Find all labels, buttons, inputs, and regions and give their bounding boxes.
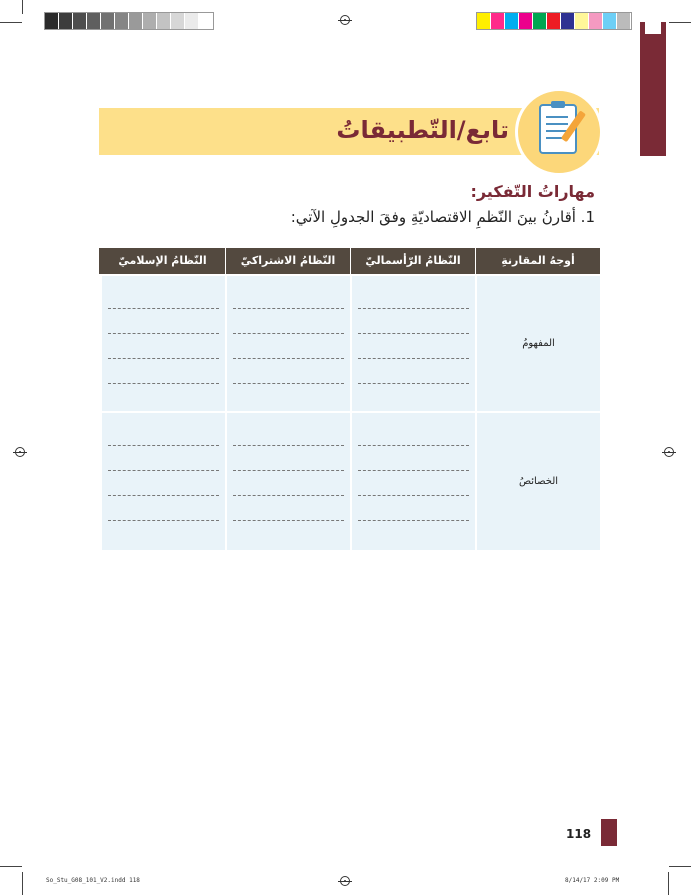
- answer-cell[interactable]: [350, 276, 475, 411]
- crop-mark: [0, 866, 22, 867]
- color-swatch: [59, 13, 73, 29]
- color-swatch: [143, 13, 157, 29]
- answer-cell[interactable]: [100, 413, 225, 550]
- clipboard-pencil-icon-graphic: [518, 91, 600, 173]
- color-swatch: [505, 13, 519, 29]
- footer-file-name: So_Stu_G08_101_V2.indd 118: [46, 877, 140, 884]
- answer-cell[interactable]: [100, 276, 225, 411]
- table-header-cell: النّظامُ الإسلاميّ: [118, 254, 207, 267]
- table-header-cell: النّظامُ الاشتراكيّ: [225, 248, 350, 274]
- color-swatch: [129, 13, 143, 29]
- chapter-tab-notch: [645, 22, 661, 34]
- color-swatch: [199, 13, 213, 29]
- answer-cell[interactable]: [225, 413, 350, 550]
- section-subheading: مهاراتُ التّفكير:: [470, 182, 595, 201]
- color-swatch: [477, 13, 491, 29]
- crop-mark: [0, 22, 22, 23]
- banner-title: تابع/التّطبيقاتُ: [336, 116, 509, 144]
- registration-mark-icon: [340, 15, 350, 25]
- table-header-cell: النّظامُ الرّأسماليّ: [350, 248, 475, 274]
- chapter-tab: [640, 22, 666, 156]
- crop-mark: [669, 22, 691, 23]
- comparison-table: [99, 248, 600, 550]
- registration-mark-icon: [15, 447, 25, 457]
- table-header-cell: أوجهُ المقارنةِ: [475, 248, 600, 274]
- table-row: [99, 413, 600, 550]
- crop-mark: [22, 0, 23, 14]
- color-swatch: [157, 13, 171, 29]
- grayscale-calibration-strip: [44, 12, 214, 30]
- color-swatch: [87, 13, 101, 29]
- color-swatch: [185, 13, 199, 29]
- page-number: 118: [566, 827, 592, 841]
- color-swatch: [561, 13, 575, 29]
- color-swatch: [45, 13, 59, 29]
- color-swatch: [73, 13, 87, 29]
- answer-cell[interactable]: [350, 413, 475, 550]
- color-calibration-strip: [476, 12, 632, 30]
- color-swatch: [519, 13, 533, 29]
- table-header-row: [99, 248, 600, 274]
- color-swatch: [603, 13, 617, 29]
- color-swatch: [589, 13, 603, 29]
- color-swatch: [575, 13, 589, 29]
- crop-mark: [668, 872, 669, 895]
- row-label: المفهومُ: [475, 276, 600, 411]
- color-swatch: [547, 13, 561, 29]
- color-swatch: [101, 13, 115, 29]
- crop-mark: [669, 866, 691, 867]
- page-number-bar: [601, 819, 617, 846]
- registration-mark-icon: [664, 447, 674, 457]
- color-swatch: [617, 13, 631, 29]
- clipboard-pencil-icon: [515, 88, 603, 176]
- color-swatch: [171, 13, 185, 29]
- registration-mark-icon: [340, 876, 350, 886]
- footer-timestamp: 8/14/17 2:09 PM: [565, 877, 620, 884]
- crop-mark: [22, 872, 23, 895]
- row-label: الخصائصُ: [475, 413, 600, 550]
- table-row: [99, 276, 600, 411]
- answer-cell[interactable]: [225, 276, 350, 411]
- color-swatch: [115, 13, 129, 29]
- color-swatch: [491, 13, 505, 29]
- question-text: 1. أقارنُ بينَ النّظمِ الاقتصاديّةِ وفقَ الجدولِ الآتي:: [290, 208, 595, 226]
- color-swatch: [533, 13, 547, 29]
